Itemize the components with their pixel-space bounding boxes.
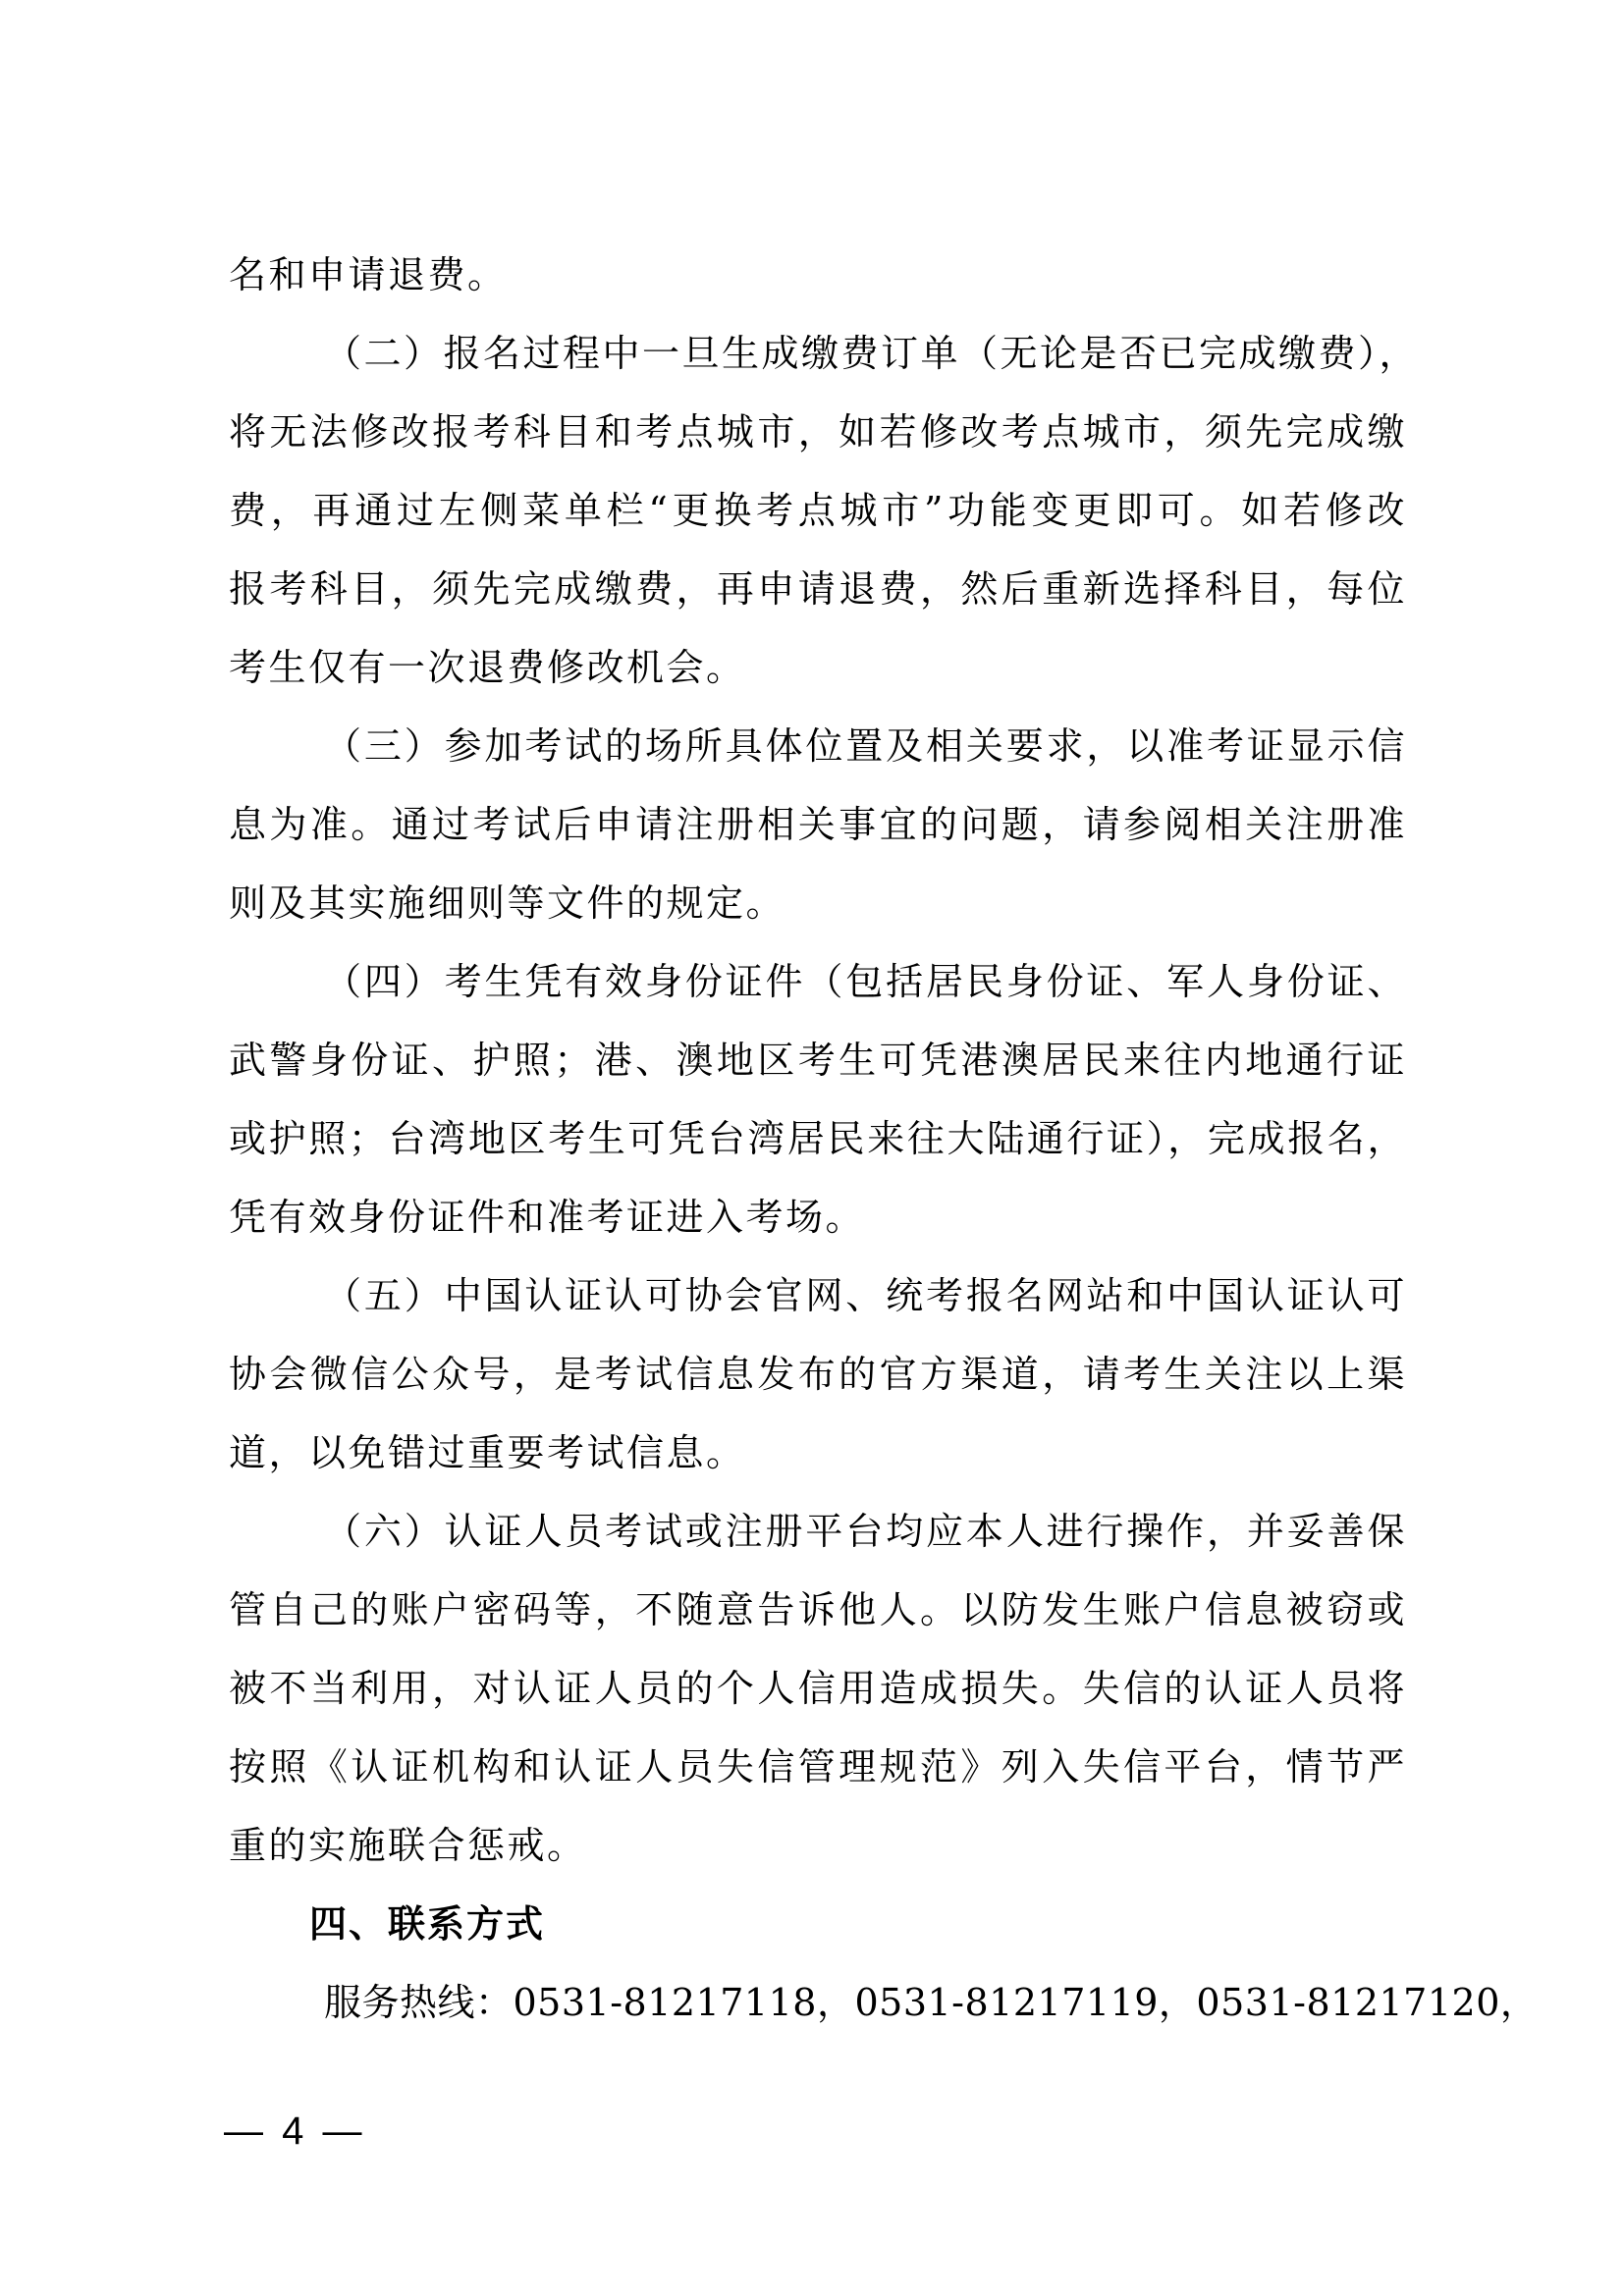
paragraph-line: 重的实施联合惩戒。 (229, 1824, 587, 1867)
section-heading-contact: 四、联系方式 (309, 1902, 546, 1946)
paragraph-line: 被不当利用，对认证人员的个人信用造成损失。失信的认证人员将 (229, 1667, 1407, 1710)
paragraph-line: 凭有效身份证件和准考证进入考场。 (229, 1196, 866, 1239)
paragraph-line: 管自己的账户密码等，不随意告诉他人。以防发生账户信息被窃或 (229, 1588, 1407, 1631)
paragraph-line: 将无法修改报考科目和考点城市，如若修改考点城市，须先完成缴 (229, 410, 1407, 454)
page-number: — 4 — (224, 2109, 366, 2153)
paragraph-line: 考生仅有一次退费修改机会。 (229, 646, 746, 689)
paragraph-line: 则及其实施细则等文件的规定。 (229, 881, 786, 925)
paragraph-line: 报考科目，须先完成缴费，再申请退费，然后重新选择科目，每位 (229, 567, 1407, 611)
paragraph-line: 息为准。通过考试后申请注册相关事宜的问题，请参阅相关注册准 (229, 803, 1407, 846)
paragraph-first-line: （二）报名过程中一旦生成缴费订单（无论是否已完成缴费）， (324, 332, 1420, 375)
paragraph-line: 协会微信公众号，是考试信息发布的官方渠道，请考生关注以上渠 (229, 1353, 1407, 1396)
paragraph-line: 名和申请退费。 (229, 253, 508, 296)
paragraph-first-line: （三）参加考试的场所具体位置及相关要求，以准考证显示信 (324, 724, 1407, 768)
paragraph-first-line: （五）中国认证认可协会官网、统考报名网站和中国认证认可 (324, 1274, 1407, 1317)
paragraph-line: 费，再通过左侧菜单栏“更换考点城市”功能变更即可。如若修改 (229, 489, 1407, 532)
paragraph-line: 武警身份证、护照；港、澳地区考生可凭港澳居民来往内地通行证 (229, 1039, 1407, 1082)
paragraph-first-line: （六）认证人员考试或注册平台均应本人进行操作，并妥善保 (324, 1510, 1407, 1553)
service-hotline: 服务热线：0531-81217118，0531-81217119，0531-81217120， (324, 1981, 1539, 2024)
paragraph-line: 按照《认证机构和认证人员失信管理规范》列入失信平台，情节严 (229, 1745, 1407, 1789)
paragraph-first-line: （四）考生凭有效身份证件（包括居民身份证、军人身份证、 (324, 960, 1407, 1003)
paragraph-line: 道，以免错过重要考试信息。 (229, 1431, 746, 1474)
paragraph-line: 或护照；台湾地区考生可凭台湾居民来往大陆通行证），完成报名， (229, 1117, 1407, 1160)
